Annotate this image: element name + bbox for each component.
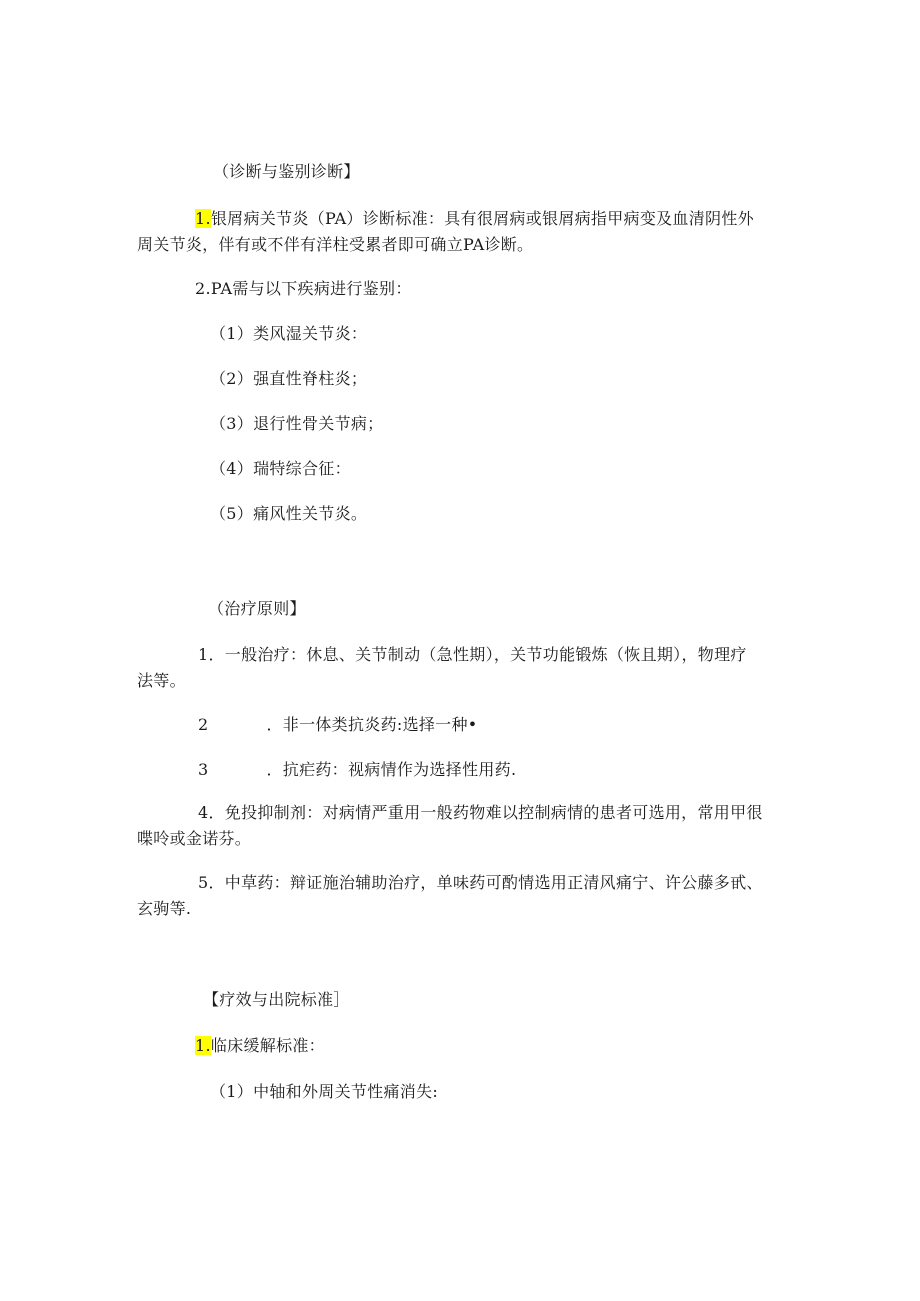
treatment-item-1-line-2: 法等。 (137, 671, 186, 690)
treatment-item-2 (198, 713, 478, 737)
efficacy-subitem-1: （1）中轴和外周关节性痛消失: (210, 1082, 439, 1101)
treatment-item-4-line-1: 4．免投抑制剂：对病情严重用一般药物难以控制病情的患者可选用，常用甲很 (198, 803, 763, 822)
diagnosis-item-1-line-1 (195, 207, 754, 231)
diagnosis-subitem-3: （3）退行性骨关节病； (210, 414, 384, 433)
efficacy-heading: 【疗效与出院标准］ (203, 990, 350, 1009)
diagnosis-subitem-2: （2）强直性脊柱炎； (210, 369, 368, 388)
diagnosis-subitem-5: （5）痛风性关节炎。 (210, 504, 368, 523)
diagnosis-subitem-1: （1）类风湿关节炎： (210, 324, 368, 343)
treatment-item-3-text: ．抗疟药：视病情作为选择性用药. (266, 760, 517, 779)
diagnosis-item-1-line-2: 周关节炎，伴有或不伴有洋柱受累者即可确立PA诊断。 (137, 235, 534, 254)
highlighted-number: 1. (195, 1036, 211, 1055)
highlighted-number: 1. (195, 209, 211, 228)
treatment-item-5-line-1: 5．中草药：辩证施治辅助治疗，单味药可酌情选用正清风痛宁、许公藤多甙、 (198, 873, 763, 892)
treatment-item-5-line-2: 玄驹等. (137, 899, 192, 918)
treatment-heading: （治疗原则】 (208, 599, 306, 618)
treatment-item-3-number: 3 (198, 760, 209, 779)
diagnosis-heading: （诊断与鉴别诊断】 (213, 162, 360, 181)
treatment-item-2-text: ．非一体类抗炎药:选择一种• (266, 715, 478, 734)
efficacy-item-1-text: 临床缓解标准： (210, 1036, 325, 1055)
treatment-item-4-line-2: 喋呤或金诺芬。 (137, 829, 252, 848)
treatment-item-3 (198, 758, 516, 782)
treatment-item-1-line-1: 1．一般治疗：休息、关节制动（急性期），关节功能锻炼（恢且期），物理疗 (198, 645, 747, 664)
diagnosis-item-2: 2.PA需与以下疾病进行鉴别： (195, 279, 412, 298)
treatment-item-2-number: 2 (198, 715, 209, 734)
diagnosis-item-1-text: 银屑病关节炎（PA）诊断标准：具有很屑病或银屑病指甲病变及血清阴性外 (210, 209, 754, 228)
efficacy-item-1 (195, 1034, 325, 1058)
diagnosis-subitem-4: （4）瑞特综合征： (210, 459, 351, 478)
